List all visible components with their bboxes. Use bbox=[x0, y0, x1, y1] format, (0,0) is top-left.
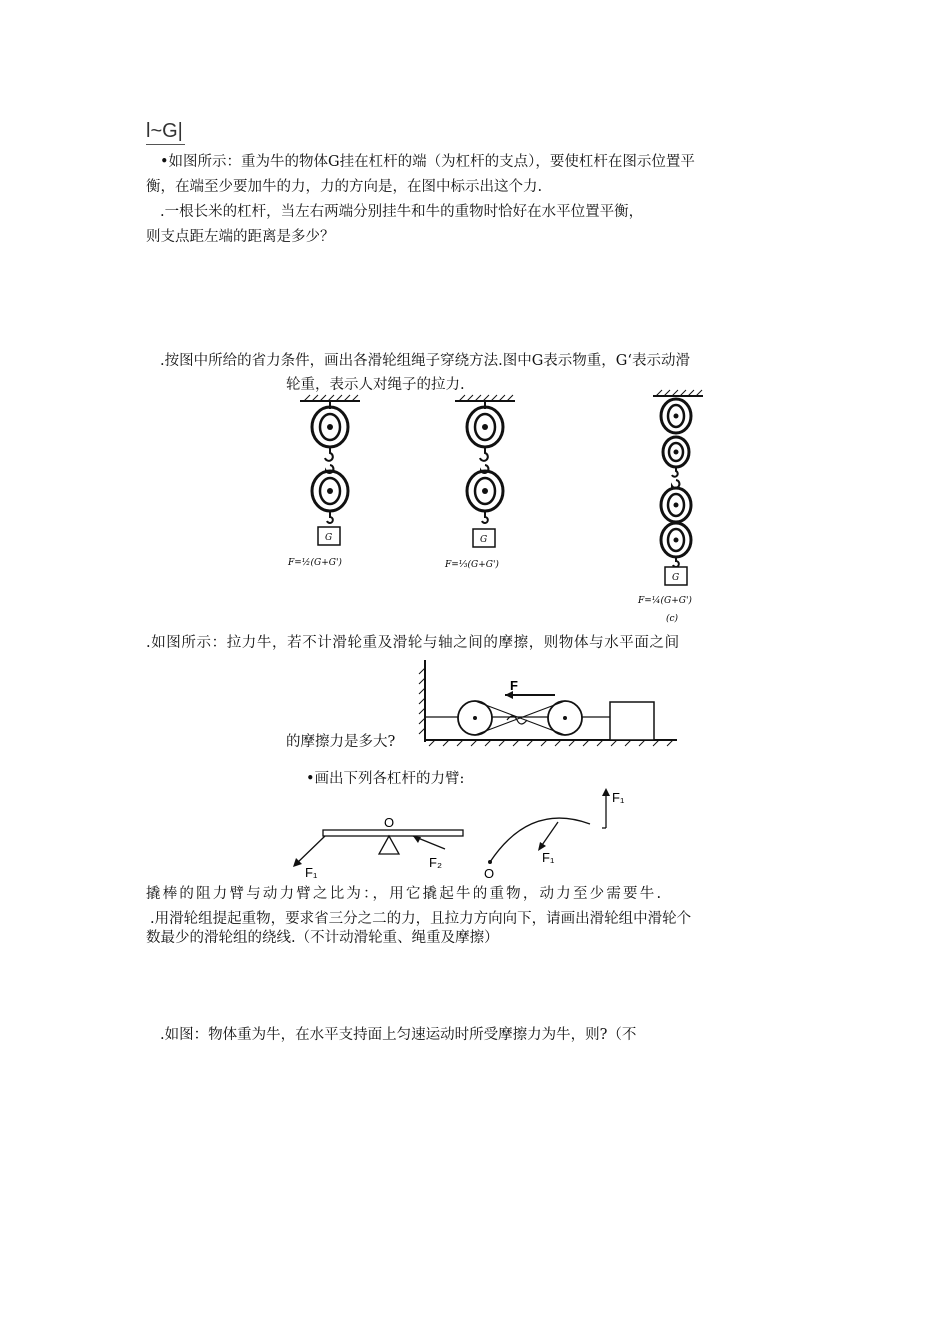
horizontal-pulley-figure bbox=[415, 660, 685, 750]
pulley-figure-b bbox=[435, 395, 535, 595]
lever-b-pivot-label: O bbox=[484, 866, 495, 881]
weight-label-a: G bbox=[325, 533, 333, 543]
q6-line1: 撬棒的阻力臂与动力臂之比为：，用它撬起牛的重物，动力至少需要牛. bbox=[146, 886, 664, 902]
q1-line2: 衡，在端至少要加牛的力，力的方向是，在图中标示出这个力. bbox=[146, 179, 543, 195]
lever-figure-b bbox=[480, 780, 640, 880]
pulley-figure-c bbox=[628, 390, 728, 625]
pulley-figure-a bbox=[280, 395, 380, 595]
q3-line1: .按图中所给的省力条件，画出各滑轮组绳子穿绕方法.图中G表示物重，G‘表示动滑 bbox=[160, 353, 690, 369]
q4-line1: .如图所示：拉力牛，若不计滑轮重及滑轮与轴之间的摩擦，则物体与水平面之间 bbox=[146, 635, 680, 651]
q5-line1: •画出下列各杠杆的力臂: bbox=[306, 771, 465, 787]
fig-c-tag: (c) bbox=[666, 614, 679, 624]
page-header: l~G| bbox=[146, 120, 185, 145]
lever-b-f1-up-label: F₁ bbox=[612, 790, 625, 805]
q1-line1: •如图所示：重为牛的物体G挂在杠杆的端（为杠杆的支点），要使杠杆在图示位置平 bbox=[160, 154, 695, 170]
q4-line2: 的摩擦力是多大? bbox=[286, 734, 396, 750]
fig-a-label: F=½(G+G') bbox=[288, 558, 342, 568]
lever-a-f1-label: F₁ bbox=[305, 865, 318, 880]
lever-figure-a bbox=[285, 815, 475, 885]
q7-line1: .用滑轮组提起重物，要求省三分之二的力，且拉力方向向下，请画出滑轮组中滑轮个 bbox=[150, 911, 692, 927]
lever-b-f1-low-label: F₁ bbox=[542, 850, 555, 865]
lever-a-pivot-label: O bbox=[384, 815, 395, 830]
lever-a-f2-label: F₂ bbox=[429, 855, 442, 870]
force-label-f: F bbox=[510, 678, 518, 693]
fig-c-label: F=¼(G+G') bbox=[638, 596, 692, 606]
q2-line1: .一根长米的杠杆，当左右两端分别挂牛和牛的重物时恰好在水平位置平衡， bbox=[160, 204, 644, 220]
q7-line2: 数最少的滑轮组的绕线.（不计动滑轮重、绳重及摩擦） bbox=[146, 930, 499, 946]
weight-label-b: G bbox=[480, 535, 488, 545]
q3-line2: 轮重，表示人对绳子的拉力. bbox=[286, 377, 465, 393]
weight-label-c: G bbox=[672, 573, 680, 583]
q8-line1: .如图：物体重为牛，在水平支持面上匀速运动时所受摩擦力为牛，则?（不 bbox=[160, 1027, 637, 1043]
fig-b-label: F=⅓(G+G') bbox=[445, 560, 499, 570]
q2-line2: 则支点距左端的距离是多少？ bbox=[146, 229, 335, 245]
